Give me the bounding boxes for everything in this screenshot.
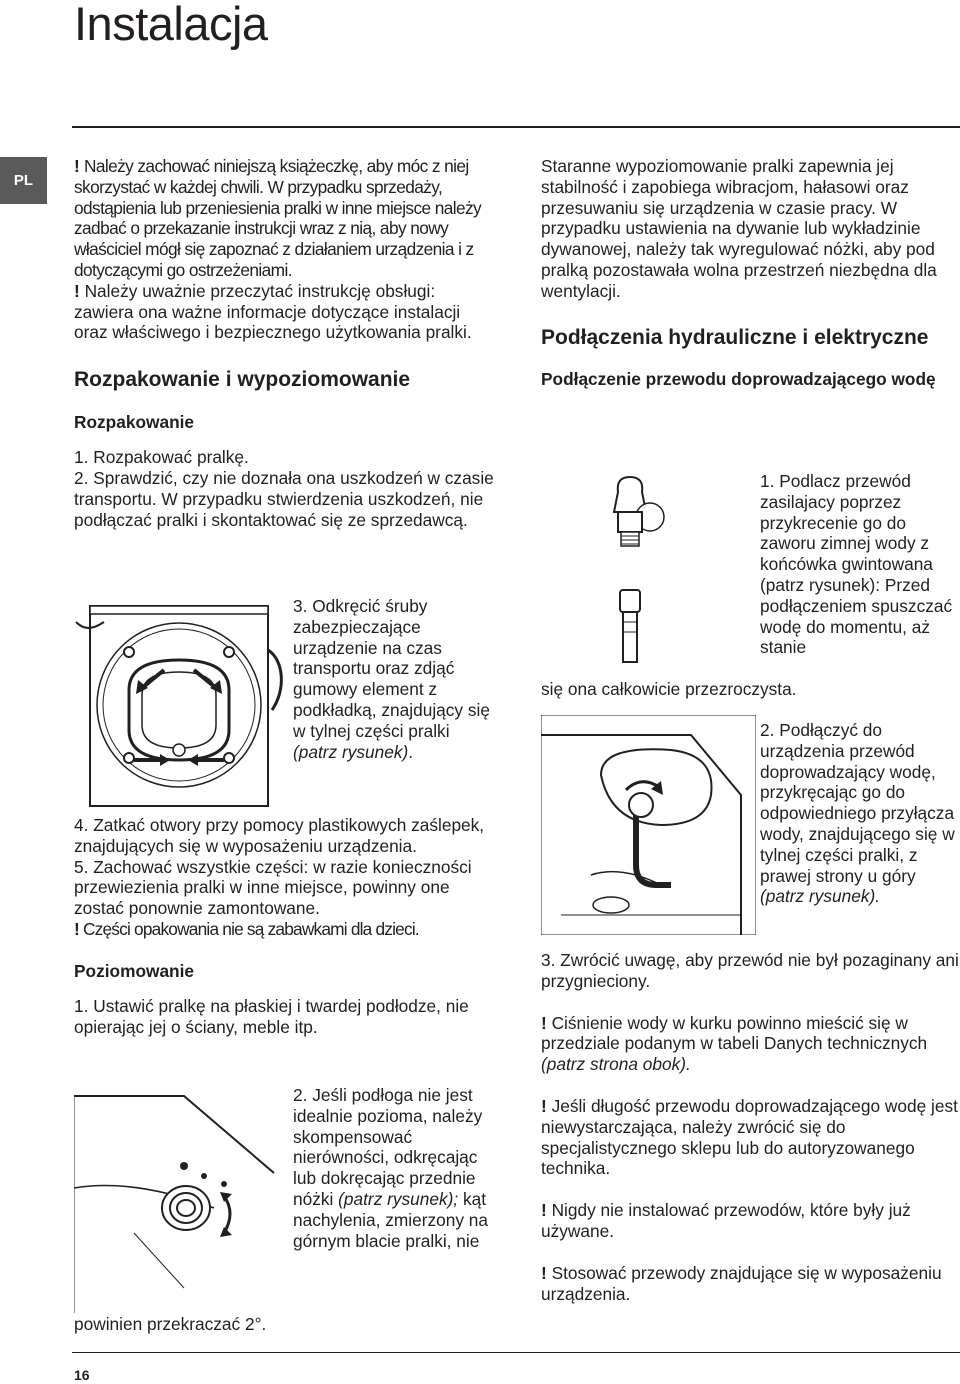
used-hose-note: ! Nigdy nie instalować przewodów, które były już używane. [541, 1200, 911, 1241]
title-divider [72, 126, 960, 128]
left-column [74, 156, 494, 530]
back-connection-figure [541, 715, 756, 935]
foot-adjust-figure [74, 1088, 289, 1313]
right-column [541, 156, 960, 390]
right-column-lower [541, 950, 960, 1304]
footer-divider [72, 1352, 960, 1353]
page-number: 16 [74, 1367, 90, 1383]
keep-manual-note: ! Należy zachować niniejszą książeczkę, aby móc z niej skorzystać w każdej chwili. W przypadku sprzedaży, odstąpienia lub przeniesienia pralki w inne miejsce należy zadbać o przekazanie instrukcji wraz z nią, aby nowy właściciel mógł się zapoznać z działaniem urządzenia i z dotyczącymi go ostrzeżeniami. [74, 156, 482, 280]
water-step-1: 1. Podlacz przewód zasilajacy poprzez przykrecenie go do zaworu zimnej wody z końcówka gwintowana (patrz rysunek): Przed podłączeniem spuszczać wodę do momentu, aż stanie [760, 471, 953, 658]
level-step-2: 2. Jeśli podłoga nie jest idealnie pozioma, należy skompensować nierówności, odkręcając lub dokręcając przednie nóżki (patrz rysunek); kąt nachylenia, zmierzony na górnym blacie pralki, nie [293, 1085, 488, 1251]
page-title: Instalacja [74, 0, 268, 50]
water-step-3: 3. Zwrócić uwagę, aby przewód nie był pozaginany ani przygnieciony. [541, 950, 959, 991]
water-step-1-end: się ona całkowicie przezroczysta. [541, 679, 797, 699]
packaging-warning: ! Części opakowania nie są zabawkami dla dzieci. [74, 918, 419, 939]
read-manual-note: ! Należy uważnie przeczytać instrukcję obsługi: zawiera ona ważne informacje dotyczące instalacji oraz właściwego i bezpiecznego użytkowania pralki. [74, 280, 472, 343]
heading-unpack: Rozpakowanie [74, 412, 195, 433]
pressure-note: ! Ciśnienie wody w kurku powinno mieścić się w przedziale podanym w tabeli Danych technicznych (patrz strona obok). [541, 1012, 928, 1075]
washer-back-figure [74, 600, 289, 810]
unpack-step-2: 2. Sprawdzić, czy nie doznała ona uszkodzeń w czasie transportu. W przypadku stwierdzenia uszkodzeń, nie podłączać pralki i skontaktować się ze sprzedawcą. [74, 467, 494, 530]
unpack-step-3: 3. Odkręcić śruby zabezpieczające urządzenie na czas transportu oraz zdjąć gumowy element z podkładką, znajdujący się w tylnej części pralki (patrz rysunek). [293, 596, 490, 762]
water-step-2: 2. Podłączyć do urządzenia przewód doprowadzający wodę, przykręcając go do odpowiedniego przyłącza wody, znajdującego się w tylnej części pralki, z prawej strony u góry (patrz rysunek). [760, 720, 955, 907]
tap-connector-figure [588, 472, 688, 672]
unpack-step-1: 1. Rozpakować pralkę. [74, 447, 249, 468]
unpack-step-5: 5. Zachować wszystkie części: w razie konieczności przewiezienia pralki w inne miejsce, powinny one zostać ponownie zamontowane. [74, 856, 472, 919]
left-column-lower [74, 815, 494, 1037]
level-step-2-end: powinien przekraczać 2°. [74, 1314, 267, 1334]
hose-length-note: ! Jeśli długość przewodu doprowadzającego wodę jest niewystarczająca, należy zwrócić się do specjalistycznego sklepu lub do autoryzowanego technika. [541, 1095, 958, 1179]
unpack-step-4: 4. Zatkać otwory przy pomocy plastikowych zaślepek, znajdujących się w wyposażeniu urządzenia. [74, 815, 485, 856]
heading-unpack-level: Rozpakowanie i wypoziomowanie [74, 368, 411, 392]
language-tab: PL [0, 157, 47, 204]
heading-water-hose: Podłączenie przewodu doprowadzającego wodę [541, 368, 936, 389]
level-step-1: 1. Ustawić pralkę na płaskiej i twardej podłodze, nie opierając jej o ściany, meble itp. [74, 995, 469, 1037]
supplied-hose-note: ! Stosować przewody znajdujące się w wyposażeniu urządzenia. [541, 1262, 942, 1304]
heading-level: Poziomowanie [74, 960, 195, 981]
heading-hydraulic: Podłączenia hydrauliczne i elektryczne [541, 325, 929, 349]
leveling-text: Staranne wypoziomowanie pralki zapewnia jej stabilność i zapobiega wibracjom, hałasowi oraz przesuwaniu się urządzenia w czasie pracy. W przypadku ustawienia na dywanie lub wykładzinie dywanowej, należy tak wyregulować nóżki, aby pod pralką pozostawała wolna przestrzeń niezbędna dla wentylacji. [541, 156, 937, 301]
